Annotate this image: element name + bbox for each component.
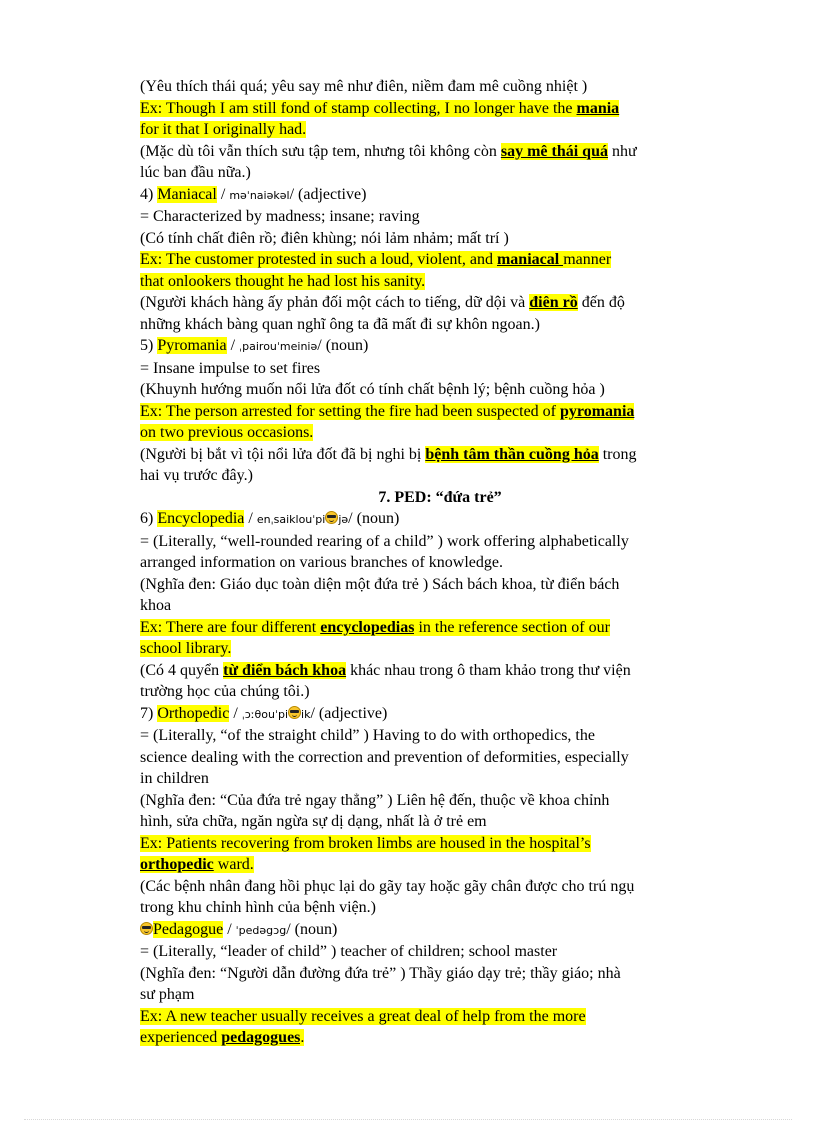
pronunciation: ˈpedəgɔg bbox=[235, 923, 287, 937]
text-run: / bbox=[229, 704, 242, 722]
text-line: (Các bệnh nhân đang hồi phục lại do gãy tay hoặc gãy chân được cho trú ngụ bbox=[140, 877, 635, 895]
text-line: hình, sửa chữa, ngăn ngừa sự dị dạng, nhất là ở trẻ em bbox=[140, 813, 487, 830]
entry-number: 7) bbox=[140, 704, 158, 722]
highlighted-text: Ex: Patients recovering from broken limbs are housed in the hospital’s bbox=[140, 834, 591, 852]
highlighted-text: on two previous occasions. bbox=[140, 424, 314, 441]
keyword: maniacal bbox=[496, 251, 564, 268]
text-run: / bbox=[216, 185, 230, 203]
highlighted-text: . bbox=[300, 1029, 305, 1046]
example-line bbox=[140, 1027, 740, 1049]
vocab-word: Orthopedic bbox=[157, 704, 230, 722]
text-line: khoa bbox=[140, 597, 172, 614]
keyword: pyromania bbox=[560, 402, 635, 420]
text-line: hai vụ trước đây.) bbox=[140, 467, 253, 484]
text-line: trong khu chỉnh hình của bệnh viện.) bbox=[140, 899, 376, 916]
part-of-speech: / (noun) bbox=[317, 337, 369, 354]
vocab-word: Pedagogue bbox=[153, 920, 224, 938]
highlighted-text: school library. bbox=[140, 640, 232, 657]
text-run: như bbox=[607, 142, 637, 160]
translated-keyword: từ điển bách khoa bbox=[223, 661, 347, 679]
document-page bbox=[140, 76, 740, 1049]
highlighted-text: for it that I originally had. bbox=[140, 121, 307, 138]
highlighted-text: manner bbox=[563, 251, 612, 268]
text-line: = (Literally, “well-rounded rearing of a child” ) work offering alphabetically bbox=[140, 532, 629, 550]
vocab-entry-heading bbox=[140, 335, 740, 358]
example-line bbox=[140, 854, 740, 876]
text-line: (Nghĩa đen: Giáo dục toàn diện một đứa trẻ ) Sách bách khoa, từ điển bách bbox=[140, 575, 620, 593]
keyword: encyclopedias bbox=[320, 618, 415, 636]
page-bottom-divider bbox=[24, 1119, 792, 1120]
text-run: / bbox=[223, 920, 236, 938]
text-line: = Insane impulse to set fires bbox=[140, 359, 321, 377]
vocab-word: Pyromania bbox=[157, 337, 227, 354]
part-of-speech: / (adjective) bbox=[289, 185, 367, 203]
text-run: / bbox=[244, 510, 257, 527]
text-run: (Người bị bắt vì tội nổi lửa đốt đã bị nghi bị bbox=[140, 445, 426, 463]
section-heading: 7. PED: “đứa trẻ” bbox=[378, 488, 502, 506]
text-line: những khách bàng quan nghĩ ông ta đã mất đi sự khôn ngoan.) bbox=[140, 315, 540, 333]
text-line: science dealing with the correction and prevention of deformities, especially bbox=[140, 748, 629, 766]
text-line: lúc ban đầu nữa.) bbox=[140, 164, 251, 181]
text-run: (Có 4 quyển bbox=[140, 661, 224, 679]
pronunciation: ˌɔːθouˈpi bbox=[241, 707, 289, 721]
text-run: (Người khách hàng ấy phản đối một cách to tiếng, dữ dội và bbox=[140, 294, 530, 311]
vocab-entry-heading bbox=[140, 508, 740, 531]
translated-keyword: say mê thái quá bbox=[500, 142, 608, 160]
vocab-entry-heading bbox=[140, 919, 740, 942]
text-run: (Mặc dù tôi vẫn thích sưu tập tem, nhưng tôi không còn bbox=[140, 142, 501, 160]
translated-keyword: bệnh tâm thần cuồng hỏa bbox=[425, 445, 599, 463]
part-of-speech: / (noun) bbox=[348, 510, 400, 527]
text-run: đến độ bbox=[577, 294, 625, 311]
vocab-word: Maniacal bbox=[157, 185, 217, 203]
keyword: orthopedic bbox=[140, 856, 214, 873]
text-line: (Yêu thích thái quá; yêu say mê như điên, niềm đam mê cuồng nhiệt ) bbox=[140, 78, 588, 95]
text-line: trường học của chúng tôi.) bbox=[140, 683, 310, 700]
text-line: (Có tính chất điên rồ; điên khùng; nói lảm nhảm; mất trí ) bbox=[140, 229, 509, 247]
pronunciation: jə bbox=[338, 513, 349, 526]
entry-number: 6) bbox=[140, 510, 158, 527]
text-line: arranged information on various branches of knowledge. bbox=[140, 554, 503, 571]
smile-sunglasses-emoji bbox=[288, 706, 301, 719]
vocab-word: Encyclopedia bbox=[157, 510, 245, 527]
highlighted-text: Ex: Though I am still fond of stamp collecting, I no longer have the bbox=[140, 99, 577, 117]
pronunciation: ik bbox=[301, 707, 311, 721]
smile-sunglasses-emoji bbox=[325, 511, 338, 524]
text-line: in children bbox=[140, 770, 209, 787]
highlighted-text: Ex: There are four different bbox=[140, 618, 321, 636]
text-run: / bbox=[226, 337, 240, 354]
example-line bbox=[140, 271, 740, 293]
translation-line bbox=[140, 292, 740, 314]
example-line bbox=[140, 401, 740, 423]
example-line bbox=[140, 1006, 740, 1028]
pronunciation: enˌsaiklouˈpi bbox=[256, 513, 326, 526]
highlighted-text: experienced bbox=[140, 1029, 222, 1046]
example-line bbox=[140, 638, 740, 660]
highlighted-text: ward. bbox=[213, 856, 254, 873]
pronunciation: məˈnaiəkəl bbox=[229, 188, 290, 202]
part-of-speech: / (adjective) bbox=[310, 704, 388, 722]
highlighted-text: Ex: A new teacher usually receives a great deal of help from the more bbox=[140, 1007, 586, 1025]
highlighted-text: that onlookers thought he had lost his sanity. bbox=[140, 272, 426, 290]
highlighted-text: Ex: The person arrested for setting the fire had been suspected of bbox=[140, 402, 560, 420]
text-line: = Characterized by madness; insane; raving bbox=[140, 208, 420, 225]
text-line: (Khuynh hướng muốn nổi lửa đốt có tính chất bệnh lý; bệnh cuồng hỏa ) bbox=[140, 381, 605, 398]
text-line: (Nghĩa đen: “Người dẫn đường đứa trẻ” ) Thầy giáo dạy trẻ; thầy giáo; nhà bbox=[140, 964, 621, 982]
entry-number: 5) bbox=[140, 337, 158, 354]
entry-number: 4) bbox=[140, 185, 158, 203]
keyword: mania bbox=[576, 99, 620, 117]
example-line bbox=[140, 249, 740, 271]
text-run: khác nhau trong ô tham khảo trong thư viện bbox=[346, 661, 631, 679]
text-line: = (Literally, “leader of child” ) teacher of children; school master bbox=[140, 943, 558, 960]
example-line bbox=[140, 98, 740, 120]
translation-line bbox=[140, 660, 740, 682]
text-line: = (Literally, “of the straight child” ) Having to do with orthopedics, the bbox=[140, 727, 595, 744]
text-run: trong bbox=[598, 445, 637, 463]
example-line bbox=[140, 617, 740, 639]
example-line bbox=[140, 119, 740, 141]
example-line bbox=[140, 422, 740, 444]
smile-sunglasses-emoji bbox=[140, 922, 153, 935]
highlighted-text: in the reference section of our bbox=[414, 618, 610, 636]
highlighted-text: Ex: The customer protested in such a loud, violent, and bbox=[140, 251, 497, 268]
pronunciation: ˌpairouˈmeiniə bbox=[239, 340, 318, 353]
translation-line bbox=[140, 444, 740, 466]
example-line bbox=[140, 833, 740, 855]
translation-line bbox=[140, 141, 740, 163]
part-of-speech: / (noun) bbox=[286, 920, 338, 938]
translated-keyword: điên rồ bbox=[529, 294, 578, 311]
keyword: pedagogues bbox=[221, 1029, 301, 1046]
text-line: sư phạm bbox=[140, 986, 195, 1003]
text-line: (Nghĩa đen: “Của đứa trẻ ngay thẳng” ) Liên hệ đến, thuộc về khoa chỉnh bbox=[140, 791, 610, 809]
vocab-entry-heading bbox=[140, 703, 740, 726]
vocab-entry-heading bbox=[140, 184, 740, 207]
